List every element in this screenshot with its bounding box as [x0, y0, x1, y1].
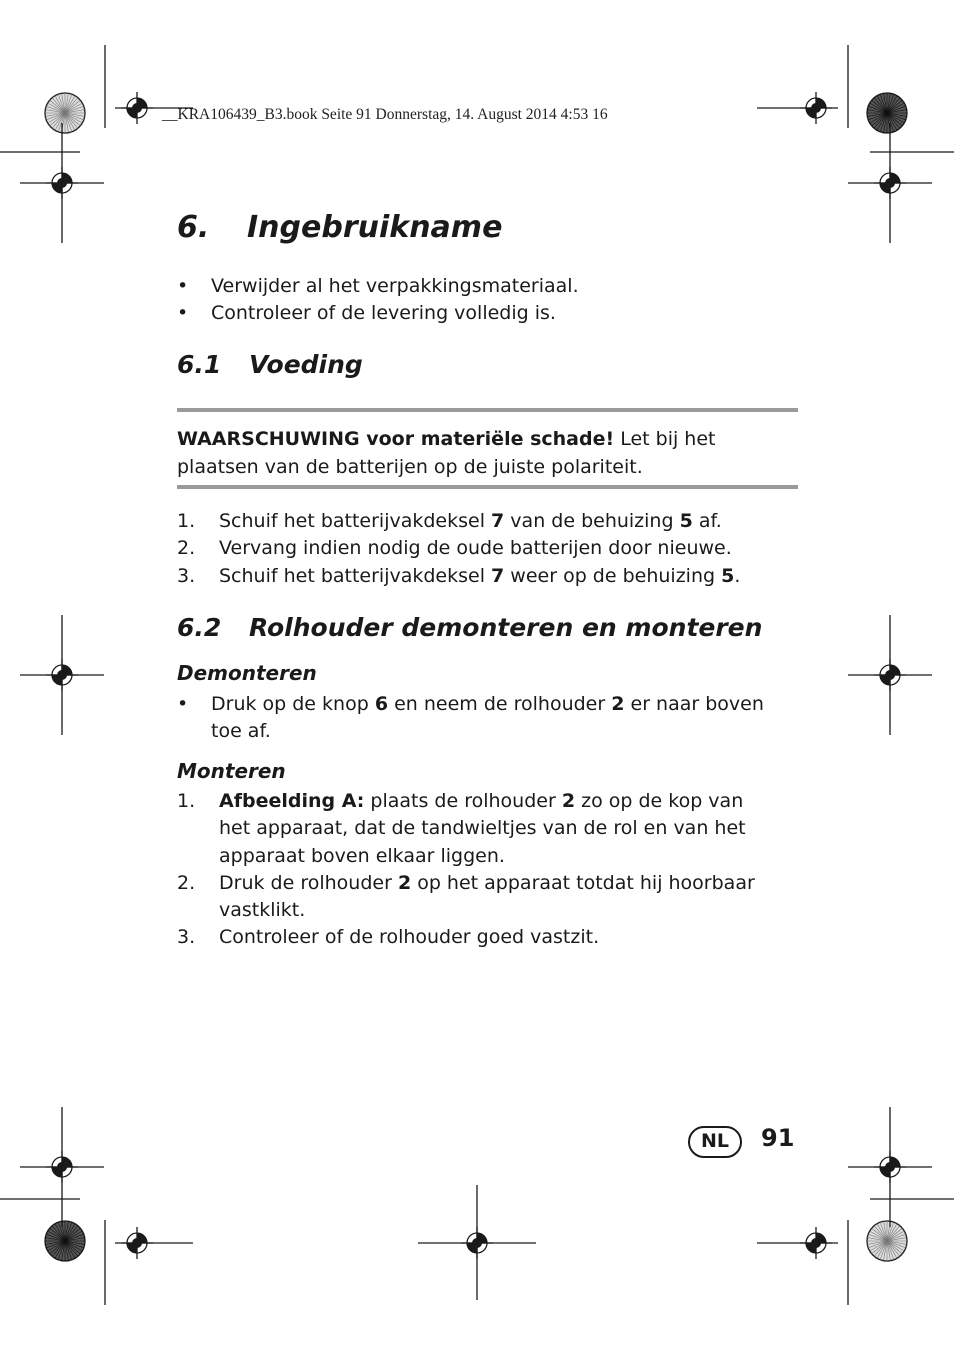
step-number: 2.	[177, 872, 196, 894]
bullet-icon: •	[177, 693, 189, 715]
step-number: 1.	[177, 790, 196, 812]
list-item-continuation: het apparaat, dat de tandwieltjes van de rol en van het	[219, 817, 746, 839]
list-item: Schuif het batterijvakdeksel 7 weer op de behuizing 5.	[219, 565, 741, 587]
warning-bottom-rule	[177, 485, 798, 489]
list-item: Druk de rolhouder 2 op het apparaat totdat hij hoorbaar	[219, 872, 755, 894]
warning-top-rule	[177, 408, 798, 412]
demonteren-heading: Demonteren	[177, 661, 317, 685]
warning-text-line2: plaatsen van de batterijen op de juiste polariteit.	[177, 455, 643, 478]
page-number: 91	[761, 1124, 795, 1152]
list-item-continuation: toe af.	[211, 720, 271, 742]
section-6-2-heading	[177, 613, 762, 642]
step-number: 2.	[177, 537, 196, 559]
step-number: 1.	[177, 510, 196, 532]
list-item: Afbeelding A: plaats de rolhouder 2 zo op de kop van	[219, 790, 744, 812]
section-6-2-title: Rolhouder demonteren en monteren	[249, 613, 763, 642]
bullet-icon: •	[177, 302, 189, 324]
list-item: Controleer of de rolhouder goed vastzit.	[219, 926, 600, 948]
section-6-title: Ingebruikname	[247, 210, 503, 245]
list-item: Vervang indien nodig de oude batterijen door nieuwe.	[219, 537, 732, 559]
list-item-continuation: apparaat boven elkaar liggen.	[219, 845, 505, 867]
bullet-icon: •	[177, 275, 189, 297]
section-6-heading	[177, 210, 502, 245]
warning-box	[177, 426, 798, 481]
section-6-1-heading	[177, 350, 363, 379]
step-number: 3.	[177, 926, 196, 948]
section-6-2-number: 6.2	[177, 613, 222, 642]
warning-label: WAARSCHUWING voor materiële schade!	[177, 428, 615, 450]
section-6-number: 6.	[177, 210, 210, 245]
step-number: 3.	[177, 565, 196, 587]
warning-text-line1: Let bij het	[614, 428, 716, 450]
list-item: Druk op de knop 6 en neem de rolhouder 2 er naar boven	[211, 693, 764, 715]
list-item: Schuif het batterijvakdeksel 7 van de behuizing 5 af.	[219, 510, 722, 532]
section-6-1-number: 6.1	[177, 350, 222, 379]
list-item: Verwijder al het verpakkingsmateriaal.	[211, 275, 579, 297]
list-item: Controleer of de levering volledig is.	[211, 302, 556, 324]
section-6-1-title: Voeding	[249, 350, 363, 379]
print-file-info: __KRA106439_B3.book Seite 91 Donnerstag, 14. August 2014 4:53 16	[162, 106, 608, 123]
language-badge: NL	[688, 1126, 742, 1158]
monteren-heading: Monteren	[177, 759, 286, 783]
list-item-continuation: vastklikt.	[219, 899, 306, 921]
